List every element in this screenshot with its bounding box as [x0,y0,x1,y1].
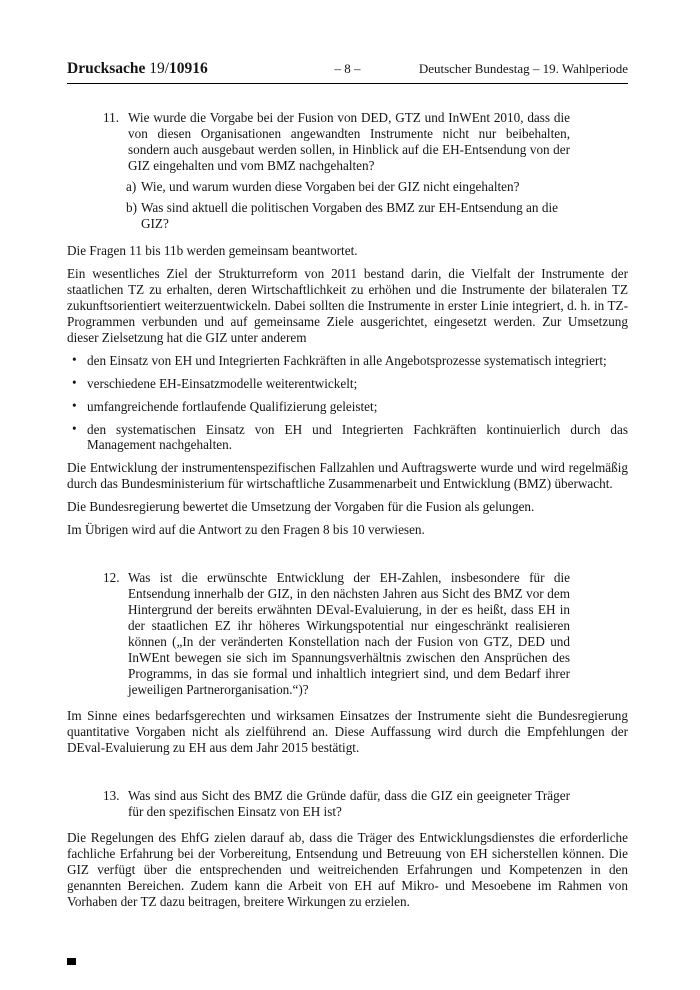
document-number-prefix: 19/ [149,60,170,77]
answer-paragraph: Im Übrigen wird auf die Antwort zu den Fragen 8 bis 10 verwiesen. [67,522,425,538]
document-label: Drucksache [67,60,146,77]
page-header [67,60,628,78]
question-11 [103,110,628,174]
printer-registration-mark [67,958,76,965]
answer-paragraph: Die Bundesregierung bewertet die Umsetzung der Vorgaben für die Fusion als gelungen. [67,499,535,515]
subquestion-letter: b) [126,199,137,215]
header-right-text: Deutscher Bundestag – 19. Wahlperiode [418,61,628,76]
list-item [67,399,628,415]
answer-paragraph: Die Entwicklung der instrumentenspezifischen Fallzahlen und Auftragswerte wurde und wird regelmäßig durch das Bundesministerium für wirtschaftliche Zusammenarbeit und Entwicklung (BMZ) überwacht. [67,460,628,492]
answer-intro-paragraph: Die Fragen 11 bis 11b werden gemeinsam beantwortet. [67,242,358,258]
bullet-list [67,353,628,454]
page-number: – 8 – [334,61,361,76]
list-item-text: den Einsatz von EH und Integrierten Fachkräften in alle Angebotsprozesse systematisch integriert; [87,352,607,368]
answer-paragraph: Die Regelungen des EhfG zielen darauf ab, dass die Träger des Entwicklungsdienstes die erforderliche fachliche Erfahrung bei der Vorbereitung, Entsendung und Betreuung von EH sicherstellen können. Die GIZ verfügt über die entsprechenden und weitreichenden Erfahrungen und Kompetenzen in den genannten Bereichen. Zudem kann die Arbeit von EH auf Mikro- und Mesoebene im Rahmen von Vorhaben der TZ dazu beitragen, breitere Wirkungen zu erzielen. [67,829,628,909]
question-number: 12. [103,570,120,586]
question-text: Was sind aus Sicht des BMZ die Gründe dafür, dass die GIZ ein geeigneter Träger für den spezifischen Einsatz von EH ist? [128,787,570,819]
list-item-text: verschiedene EH-Einsatzmodelle weiterentwickelt; [87,375,358,391]
question-text: Was ist die erwünschte Entwicklung der EH-Zahlen, insbesondere für die Entsendung innerhalb der GIZ, in den nächsten Jahren aus Sicht des BMZ vor dem Hintergrund der bereits erwähnten DEval-Evaluierung, in der es heißt, dass EH in der staatlichen EZ ihr höheres Wirkungspotential nur eingeschränkt realisieren können („In der veränderten Konstellation nach der Fusion von GTZ, DED und InWEnt bewegen sie sich im Spannungsverhältnis zwischen den Ansprüchen des Programms, in das sie formal und inhaltlich integriert sind, und dem Bedarf ihrer jeweiligen Partnerorganisation.“)? [128,570,570,698]
list-item [67,422,628,454]
list-item [67,353,628,369]
subquestion-letter: a) [126,178,137,194]
document-number: 10916 [169,60,208,77]
question-11a [126,179,628,195]
header-rule [67,83,628,84]
question-13 [103,788,628,820]
question-12 [103,570,628,698]
answer-paragraph: Ein wesentliches Ziel der Strukturreform von 2011 bestand darin, die Vielfalt der Instrumente der staatlichen TZ zu erhalten, deren Wirtschaftlichkeit zu erhöhen und die Instrumente der bilateralen TZ zukunftsorientiert weiterzuentwickeln. Dabei sollten die Instrumente in erster Linie integriert, d. h. in TZ-Programmen verbunden und auf gemeinsame Ziele ausgerichtet, eingesetzt werden. Zur Umsetzung dieser Zielsetzung hat die GIZ unter anderem [67,265,628,345]
document-body [67,110,628,910]
list-item-text: den systematischen Einsatz von EH und Integrierten Fachkräften kontinuierlich durch das Management nachgehalten. [87,421,628,453]
question-text: Wie wurde die Vorgabe bei der Fusion von DED, GTZ und InWEnt 2010, dass die von diesen Organisationen angewandten Instrumente nicht nur beibehalten, sondern auch ausgebaut werden sollen, in Hinblick auf die EH-Entsendung von der GIZ eingehalten und vom BMZ nachgehalten? [128,110,570,173]
list-item [67,376,628,392]
subquestion-text: Was sind aktuell die politischen Vorgaben des BMZ zur EH-Entsendung an die GIZ? [141,199,558,231]
question-number: 11. [103,110,119,125]
document-id [67,60,335,78]
question-11b [126,200,628,232]
list-item-text: umfangreichende fortlaufende Qualifizierung geleistet; [87,398,378,414]
subquestion-text: Wie, und warum wurden diese Vorgaben bei der GIZ nicht eingehalten? [141,178,520,194]
question-number: 13. [103,787,120,803]
answer-paragraph: Im Sinne eines bedarfsgerechten und wirksamen Einsatzes der Instrumente sieht die Bundesregierung quantitative Vorgaben nicht als zielführend an. Diese Auffassung wird durch die Empfehlungen der DEval-Evaluierung zu EH aus dem Jahr 2015 bestätigt. [67,708,628,755]
